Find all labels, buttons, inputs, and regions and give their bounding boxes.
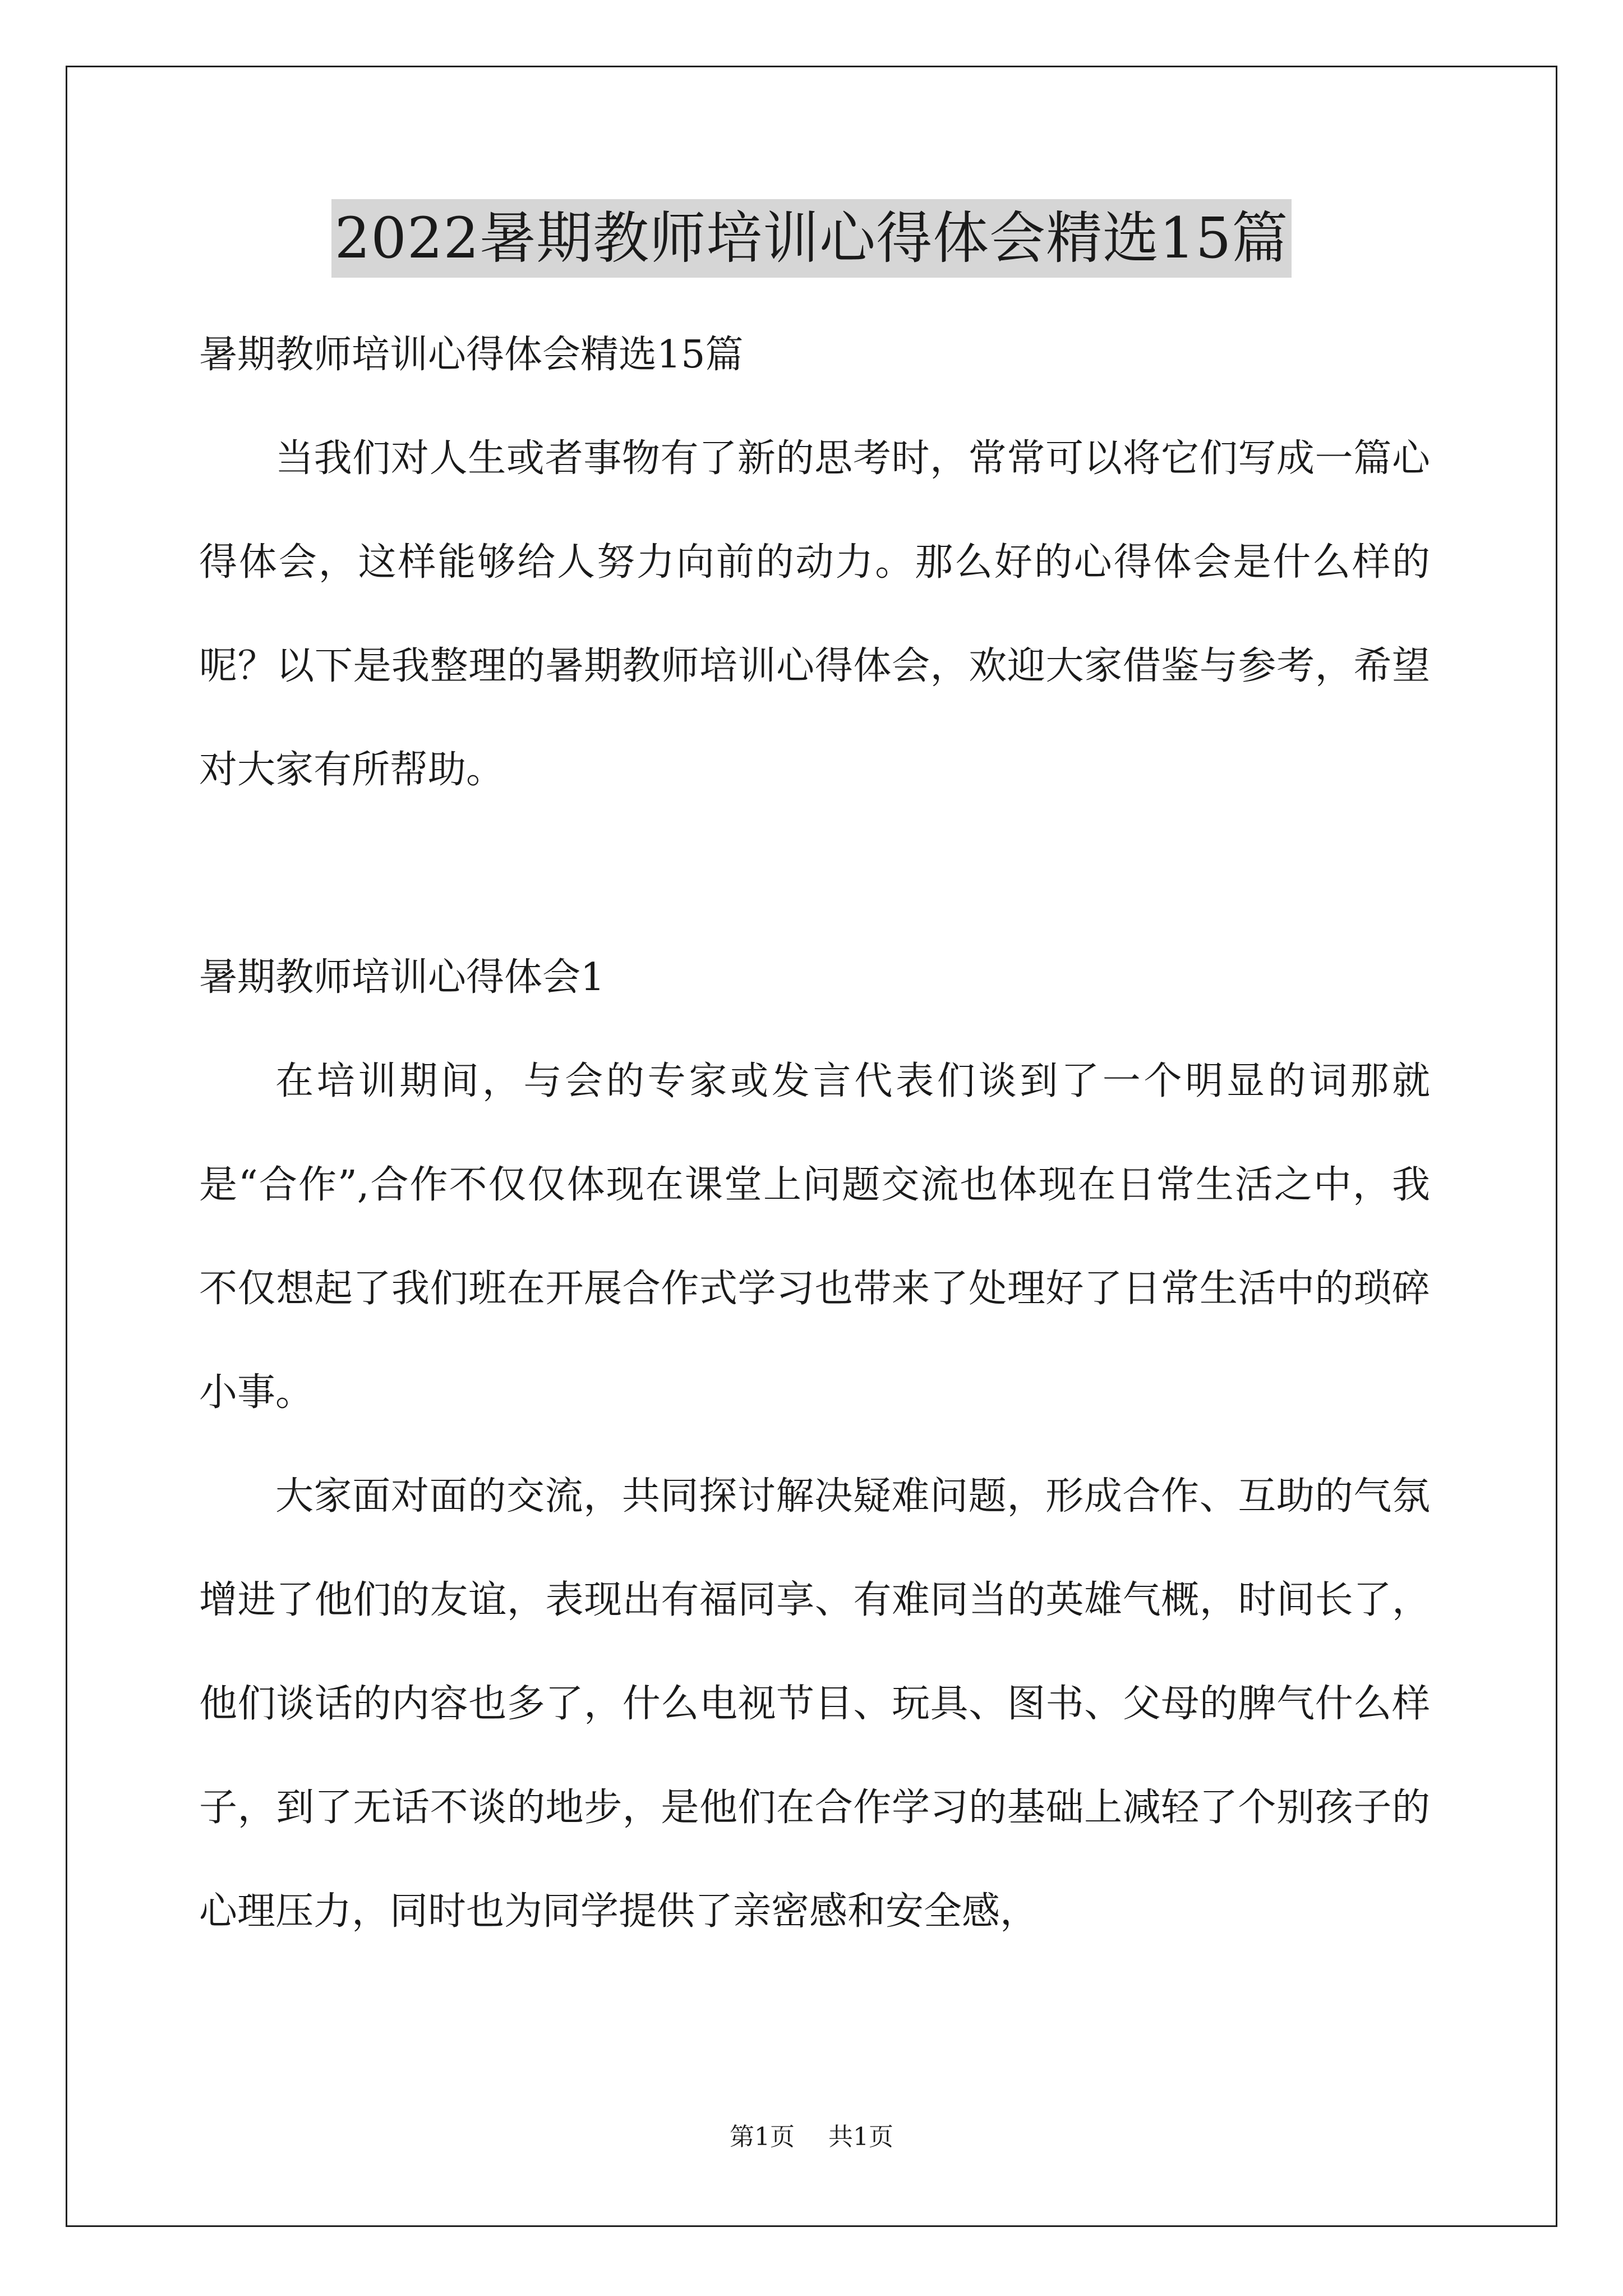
section-heading: 暑期教师培训心得体会1 (199, 955, 605, 1000)
document-subtitle: 暑期教师培训心得体会精选15篇 (199, 333, 744, 377)
body-paragraph-1: 在培训期间，与会的专家或发言代表们谈到了一个明显的词那就是“合作”,合作不仅仅体现在课堂上问题交流也体现在日常生活之中，我不仅想起了我们班在开展合作式学习也带来了处理好了日常生活中的琐碎小事。 (199, 1059, 1430, 1415)
title-container (0, 199, 1623, 278)
page-total: 共1页 (828, 2123, 893, 2151)
page-number: 第1页 (730, 2123, 795, 2151)
document-body (199, 303, 1430, 1963)
page-footer (0, 2120, 1623, 2154)
section-spacer (199, 822, 1430, 926)
body-paragraph-2: 大家面对面的交流，共同探讨解决疑难问题，形成合作、互助的气氛增进了他们的友谊，表现出有福同享、有难同当的英雄气概，时间长了，他们谈话的内容也多了，什么电视节目、玩具、图书、父母的脾气什么样子，到了无话不谈的地步，是他们在合作学习的基础上减轻了个别孩子的心理压力，同时也为同学提供了亲密感和安全感， (199, 1474, 1430, 1934)
intro-paragraph: 当我们对人生或者事物有了新的思考时，常常可以将它们写成一篇心得体会，这样能够给人努力向前的动力。那么好的心得体会是什么样的呢？以下是我整理的暑期教师培训心得体会，欢迎大家借鉴与参考，希望对大家有所帮助。 (199, 436, 1430, 792)
document-title: 2022暑期教师培训心得体会精选15篇 (331, 199, 1292, 278)
